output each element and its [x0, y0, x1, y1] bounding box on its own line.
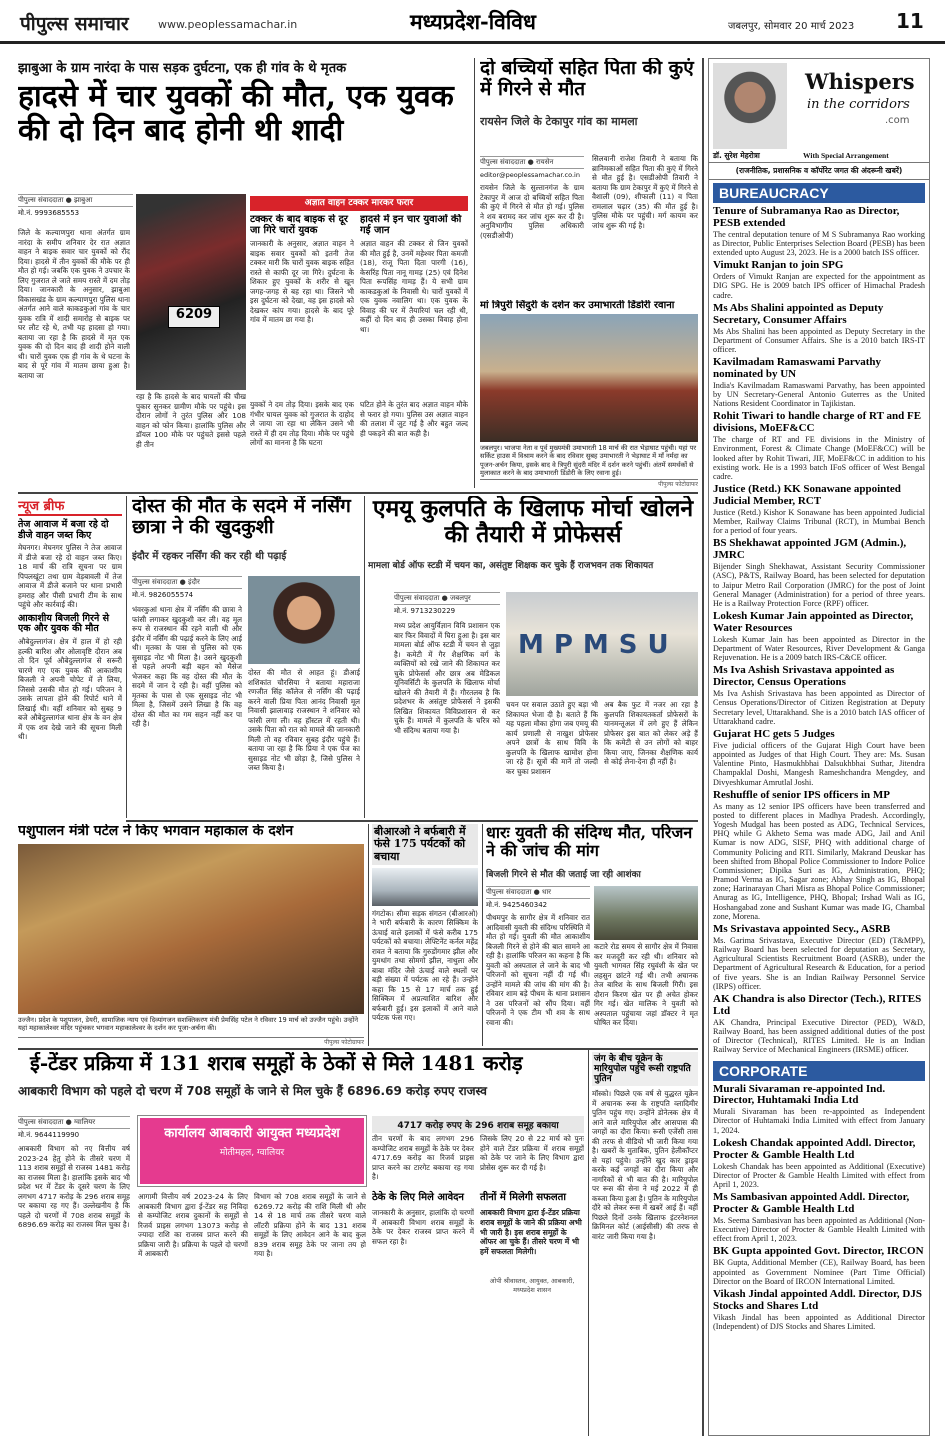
box-body-1: तीन चरणों के बाद लगभग 296 कम्पोजिट शराब समूहों के ठेके पर देकर 4717.69 करोड़ का रिजर्व प्राइस प्राप्त करने का टारगेट बकाया रह गया है। — [372, 1134, 474, 1181]
story-jhabua-tail-1: युवकों ने दम तोड़ दिया। इसके बाद एक गंभीर घायल युवक को गुजरात के दाहोद ले जाया जा रहा था लेकिन उसने भी रास्ते में ही दम तोड़ दिया। मौके पर पहुंचे लोगों का मानना है कि घटना — [250, 400, 354, 447]
bike-wreck-photo — [136, 194, 246, 390]
deck: बिजली गिरने से मौत की जताई जा रही आशंका — [486, 870, 641, 880]
headline: जंग के बीच यूक्रेन के मारियुपोल पहुंचे रूसी राष्ट्रपति पुतिन — [592, 1052, 698, 1086]
item-headline: Kavilmadam Ramaswami Parvathy nominated by UN — [713, 356, 882, 380]
deck: इंदौर में रहकर नर्सिंग की कर रही थी पढ़ाई — [132, 551, 287, 562]
item-headline: Murali Sivaraman re-appointed Ind. Director, Huhtamaki India Ltd — [713, 1082, 886, 1107]
item-body: AK Chandra, Principal Executive Director (PED), W&D, Railway Board, has been assigned additional duties of the post of Director (Technical), RITES Limited. He is an Indian Railway Service of Mechanical Engineers (IRSME) officer. — [713, 1017, 925, 1055]
story-excise — [18, 1052, 584, 1436]
story-dhar — [486, 824, 698, 1046]
corporate-items — [713, 1084, 925, 1332]
headline: दो बच्चियों सहित पिता की कुएं में गिरने से मौत — [480, 58, 694, 101]
mobile: मो.नं. 9826055574 — [132, 591, 194, 599]
whispers-column — [708, 58, 930, 1436]
item-body: Justice (Retd.) Kishor K Sonawane has been appointed Judicial Member, Railway Claims Tribunal (RCT), in Mumbai Bench for a period of four years. — [713, 507, 925, 536]
excise-signboard — [138, 1116, 366, 1186]
item-headline: Reshuffle of senior IPS officers in MP — [713, 788, 890, 801]
item-headline: Ms Abs Shalini appointed as Deputy Secretary, Consumer Affairs — [713, 301, 884, 326]
story-jhabua-tail-2: घटित होने के तुरंत बाद अज्ञात वाहन मौके से फरार हो गया। पुलिस उस अज्ञात वाहन की तलाश में जुट गई है और बहुत जल्द ही पकड़ने की बात कही है। — [360, 400, 468, 438]
crowd-photo — [594, 886, 698, 940]
body: गंगटोक। सीमा सड़क संगठन (बीआरओ) ने भारी बर्फबारी के कारण सिक्किम के ऊंचाई वाले इलाकों में फंसे करीब 175 पर्यटकों को बचाया। लेफ्टिनेंट कर्नल महेंद्र रावत ने बताया कि गुरुडोंगमार झील और युमथांग तथा सोमगो झील, नाथुला और बाबा मंदिर जैसे ऊंचाई वाले स्थलों पर बड़ी संख्या में पर्यटक आ रहे हैं। उन्होंने कहा कि 15 से 17 मार्च तक हुई सिक्किम में अप्रत्याशित बारिश और बर्फबारी हुई। इस इलाकों में आने वाले पर्यटक फंस गए। — [372, 908, 478, 1023]
section-bureaucracy: BUREAUCRACY — [713, 183, 925, 203]
item-headline: Lokesh Chandak appointed Addl. Director, Procter & Gamble Health Ltd — [713, 1136, 916, 1161]
story-jhabua-byline — [18, 194, 133, 224]
item-headline: Justice (Retd.) KK Sonawane appointed Judicial Member, RCT — [713, 483, 901, 507]
sub-1: ठेके के लिए मिले आवेदन — [372, 1192, 464, 1203]
byline: पीपुल्स संवाददाता ● झाबुआ — [18, 194, 133, 207]
section-corporate: CORPORATE — [713, 1061, 925, 1081]
item-headline: Vikash Jindal appointed Addl. Director, DJS Stocks and Shares Ltd — [713, 1287, 922, 1312]
item-body: BK Gupta, Additional Member (CE), Railway Board, has been appointed as Government Nominee (Part Time Official) Director on the Board of IRCON International Limited. — [713, 1258, 925, 1286]
whispers-header — [709, 59, 929, 163]
deck: आबकारी विभाग को पहले दो चरण में 708 समूहों के जाने से मिल चुके हैं 6896.69 करोड़ रुपए राजस्व — [18, 1084, 487, 1099]
item-body: India's Kavilmadam Ramaswami Parvathy, has been appointed by UN Secretary-General Antonio Guterres as the United Nations Resident Coordinator in Tajikistan. — [713, 380, 925, 409]
item-body: Lokesh Kumar Jain has been appointed as Director in the Department of Water Resources, River Development & Ganga Rejuvenation. He is a 2009 batch IRS-C&CE officer. — [713, 634, 925, 663]
byline: पीपुल्स संवाददाता ● रायसेन — [480, 156, 584, 169]
story-bro — [372, 824, 478, 1046]
item-body: The central deputation tenure of M S Subramanya Rao working as Director, Public Enterprises Selection Board (PESB) has been extended upto August 23, 2023. He is a 2000 batch ISS officer. — [713, 229, 925, 258]
item-body: Murali Sivaraman has been re-appointed as Independent Director of Huhtamaki India Limited with effect from January 1, 2024. — [713, 1107, 925, 1135]
whispers-subtitle: in the corridors — [807, 97, 910, 112]
item-body: Ms. Garima Srivastava, Executive Director (ED) (T&MPP), Railway Board has been selected for deputation as Secretary, Agricultural Scientists Recruitment Board (ASRB), under the Department of Agricultural Research & Education, for a period of five years. She is an Indian Railway Personnel Service (IRPS) officer. — [713, 935, 925, 991]
story-mu — [368, 496, 698, 818]
body: मॉस्को। पिछले एक वर्ष से युद्धरत यूक्रेन में अचानक रूस के राष्ट्रपति व्लादिमीर पुतिन पहुंच गए। उन्होंने डोनेत्स्क क्षेत्र में आने वाले मारियुपोल और आसपास की जगहों का दौरा किया। रूसी एजेंसी तास की तरफ से वीडियो भी जारी किया गया है। खबरों के मुताबिक, पुतिन हेलीकॉप्टर से यहां पहुंचे। उन्होंने खुद कार ड्राइव करके कई जगहों का दौरा किया और नागरिकों से भी बात की है। मारियुपोल पर रूस की सेना ने मई 2022 में ही कब्जा किया हुआ है। पुतिन के मारियुपोल दौरे को लेकर रूस में खबरें आई हैं। वहीं पिछले दिनों उनके खिलाफ इंटरनेशनल क्रिमिनल कोर्ट (आईसीसी) की तरफ से वारंट जारी किया गया है। — [592, 1089, 698, 1241]
subbody: जानकारी के अनुसार, अज्ञात वाहन ने बाइक सवार युवकों को इतनी तेज टक्कर मारी कि चारों युवक बाइक सहित रास्ते से काफी दूर जा गिरे। दुर्घटना के शिकार हुए युवकों के शरीर से खून जगह-जगह से बह रहा था। जिसने भी इस दुर्घटना को देखा, वह इस हादसे को देखकर कांप गया। हादसे के बाद पूरे गांव में मातम छा गया है। — [250, 239, 354, 325]
bureaucracy-items — [713, 206, 925, 1055]
body: मध्य प्रदेश आयुर्विज्ञान विवि प्रशासन एक बार फिर विवादों में घिरा हुआ है। इस बार मामला बोर्ड ऑफ स्टडी में चयन से जुड़ा है। कमेटी में गैर शैक्षणिक वर्ग के व्यक्तियों को रखे जाने की शिकायत कर चुके प्रोफेसर्स और छात्र अब मेडिकल यूनिवर्सिटी के कुलपति के खिलाफ मोर्चा खोलने की तैयारी में हैं। गौरतलब है कि प्रदेशभर के असंतुष्ट प्रोफेसर्स ने इसकी लिखित शिकायत विविप्रशासन से कर चुके हैं। मामले में कुलपति के चरित्र को भी संदिग्ध बताया गया है। — [394, 621, 500, 735]
photo-credit: पीपुल्स फोटोग्राफर — [658, 481, 698, 489]
body-2: चयन पर सवाल उठाते हुए बड़ा भी शिकायत भेजा दी है। बताते हैं कि यह पहला मौका होगा जब एमयू की कार्य प्रणाली से नाखुश प्रोफेसर अपने छात्रों के साथ विवि के कुलपति के खिलाफ खामोश होना जा रहे हैं। सूत्रों की मानें तो जल्दी कर चुका प्रशासन — [506, 700, 598, 776]
sub-story-2 — [360, 214, 468, 394]
headline: मां त्रिपुरी सिंदुरी के दर्शन कर उमाभारती डिंडोरी रवाना — [480, 300, 675, 311]
brief-label: न्यूज ब्रीफ — [18, 496, 122, 516]
subbody: अज्ञात वाहन की टक्कर से जिन युवकों की मौत हुई है, उनमें महेश्वर पिता कमजी (18), राजू पिता दिता पारगी (16), केसरिंह पिता नानू गामड़ (25) एवं दिनेश पिता रूपसिंह गामड़ हैं। ये सभी ग्राम काकडकुआं के निवासी थे। चारों युवकों में एक युवक नवालिग था। एक युवक के विवाह की घर में तैयारियां चल रही थी, कहीं दो दिन बाद ही उसका विवाह होना था। — [360, 239, 468, 334]
item-headline: Rohit Tiwari to handle charge of RT and FE divisions, MoEF&CC — [713, 410, 922, 435]
story-jhabua-caption: रहा है कि हादसे के बाद घायलों की चीख पुकार सुनकर ग्रामीण मौके पर पहुंचे। इस दौरान लोगों ने तुरंत पुलिस और 108 वाहन को फोन किया। हालांकि पुलिस और डॉयल 100 मौके पर पहुंचते इससे पहले ही तीन — [136, 392, 246, 449]
byline: पीपुल्स संवाददाता ● जबलपुर — [394, 592, 500, 605]
item-body: The charge of RT and FE divisions in the Ministry of Environment, Forest & Climate Change (MoEF&CC) will be looked after by Rohit Tiwari, JIF, MoEF&CC in addition to his existing work. He is a 1993 batch IFoS officer of West Bengal cadre. — [713, 435, 925, 481]
banner-text: कार्यालय आबकारी आयुक्त मध्यप्रदेश — [164, 1126, 340, 1141]
caption: उज्जैन। प्रदेश के पशुपालन, डेयरी, सामाजिक न्याय एवं दिव्यांगजन सशक्तिकरण मंत्री प्रेमसिंह पटेल ने रविवार 19 मार्च को उज्जैन पहुंचे। उन्होंने यहां महाकालेश्वर मंदिर पहुंचकर भगवान महाकालेश्वर के दर्शन कर पूजा-अर्चना की। — [18, 1016, 364, 1038]
story-jhabua-body: जिले के कल्याणपुरा थाना अंतर्गत ग्राम नारंदा के समीप शनिवार देर रात अज्ञात वाहन ने बाइक सवार चार युवकों को रौंद दिया। हादसे में तीन युवकों की मौके पर ही मौत हो गई। जबकि एक युवक ने उपचार के लिए गुजरात ले जाते समय रास्ते में दम तोड़ दिया। जानकारी के अनुसार, झाबुआ विकासखंड के ग्राम कल्याणपुरा पुलिस थाना अंतर्गत आने वाले काकडकुआं गांव के चार युवक रात्रि में शादी समारोह से बाइक पर घर लौट रहे थे, तभी यह हादसा हो गया। बताया जा रहा है कि हादसे में मृत एक युवक की दो दिन बाद ही शादी होने वाली थी। चारों युवक एक ही गांव के थे घटना के बाद से पूरे गांव में मातम छाया हुआ है। बताया जा — [18, 228, 130, 380]
author-photo — [713, 63, 787, 149]
banner-sub: मोतीमहल, ग्वालियर — [219, 1147, 285, 1158]
story-umabharti — [480, 300, 698, 490]
body-2: सिलवानी राजेश तिवारी ने बताया कि ब्रानिमकाओं सहित पिता की कुएं में गिरने से मौत हुई है। एसडीओपी तिवारी ने बताया कि ग्राम टेकापुर में कुएं में गिरने से वैशाली (09), शीफाली (11) व पिता रामलाल चढ़ार (35) की मौत हुई है। पुलिस मौके पर पहुंची। मर्ग कायम कर जांच शुरू की गई है। — [592, 154, 698, 230]
headline: हादसे में चार युवकों की मौत, एक युवक की दो दिन बाद होनी थी शादी — [18, 79, 454, 148]
student-photo — [248, 576, 360, 664]
headline: पशुपालन मंत्री पटेल ने किए भगवान महाकाल के दर्शन — [18, 824, 294, 839]
item-body: Lokesh Chandak has been appointed as Additional (Executive) Director of Procter & Gamble Health Limited with effect from April 1, 2023. — [713, 1161, 925, 1189]
box-body-2: जिसके लिए 20 से 22 मार्च को पुनः होने वाले टेंडर प्रक्रिया में शराब समूहों को ठेके पर जाने के लिए विभाग द्वारा प्रोसेस शुरू कर दी गई है। — [480, 1134, 584, 1172]
author-name: डॉ. सुरेश मेहरोत्रा — [713, 151, 760, 160]
kicker: झाबुआ के ग्राम नारंदा के पास सड़क दुर्घटना, एक ही गांव के थे मृतक — [18, 61, 347, 76]
dues-box — [372, 1116, 584, 1436]
item-headline: Lokesh Kumar Jain appointed as Director, Water Resources — [713, 610, 914, 634]
body-2: आगामी वित्तीय वर्ष 2023-24 के लिए आबकारी विभाग द्वारा ई-टेंडर सह निविदा से कम्पोजिट शराब दुकानों के समूहों से रिजर्व प्राइस लगभग 13073 करोड़ से ज्यादा राशि का राजस्व प्राप्त करने की प्रक्रिया जारी है। प्रक्रिया के पहले दो चरणों में आबकारी — [138, 1192, 248, 1258]
headline: एमयू कुलपति के खिलाफ मोर्चा खोलने की तैयारी में प्रोफेसर्स — [372, 496, 694, 548]
mobile: मो.नं. 9644119990 — [18, 1131, 80, 1139]
building-sign: MPMSU — [518, 630, 679, 660]
byline: पीपुल्स संवाददाता ● ग्वालियर — [18, 1116, 130, 1129]
story-putin — [592, 1052, 698, 1436]
item-headline: BS Shekhawat appointed JGM (Admin.), JMRC — [713, 537, 907, 562]
sub-2: तीनों में मिलेगी सफलता — [480, 1192, 566, 1203]
arrangement: With Special Arrangement — [803, 151, 889, 160]
brief-body-2: औबेदुल्लागंज। क्षेत्र में हाल में हो रही हल्की बारिश और ओलावृष्टि दौरान अब तो दिन पूर्व औबेदुल्लागंज से सरूरी चारणे गए एक युवक की आकाशीय बिजली ने अपनी चोपेट में ले लिया, जिससे उसकी मौत हो गई। परिजन ने उसके लापता होने की रिपोर्ट थाने में लिखाई थी। वहीं शनिवार को सुबह 9 बजे औबेदुल्लागंज थाना क्षेत्र के वन क्षेत्र में एक शव देखे जाने की सूचना मिली थी। — [18, 637, 122, 741]
caption: जबलपुर। भाजपा नेता व पूर्व मुख्यमंत्री उमाभारती 18 मार्च की रात भेड़ाघाट पहुंची। यहां पर सर्किट हाउस में विश्राम करने के बाद रविवार सुबह उमाभारती ने भेड़ाघाट में माँ नर्मदा का पूजन-अर्चन किया, इसके बाद वे त्रिपुरी सुंदरी मंदिर में दर्शन करने पहुंचीं। अंतमें समर्थकों से मुलाकात करने के बाद उमाभारती डिंडोरी के लिए रवाना हुई। — [480, 444, 698, 480]
subhead: हादसे में इन चार युवाओं की गई जान — [360, 214, 462, 237]
item-body: Ms Iva Ashish Srivastava has been appointed as Director of Census Operations/Director of Citizen Registration at Deputy Secretary level, Uttarakhand. She is a 2010 batch IAS officer of Uttarakhand cadre. — [713, 689, 925, 726]
item-headline: BK Gupta appointed Govt. Director, IRCON — [713, 1245, 924, 1258]
quote-by: ओपी श्रीवास्तव, आयुक्त, आबकारी, मध्यप्रदेश शासन — [489, 1277, 575, 1294]
sub-1-body: जानकारी के अनुसार, हालांकि दो चरणों में आबकारी विभाग शराब समूहों के ठेके पर देकर राजस्व प्राप्त करने में सफल रहा है। — [372, 1208, 474, 1246]
mobile: मो.नं. 9713230229 — [394, 607, 456, 615]
item-headline: Vimukt Ranjan to join SPG — [713, 259, 844, 272]
red-banner: अज्ञात वाहन टक्कर मारकर फरार — [250, 196, 468, 211]
brief-body-1: मेघनगर। मेघनगर पुलिस ने तेज आवाज में डीजे बजा रहे दो वाहन जब्त किए। 18 मार्च की रात्रि सूचना पर ग्राम पिपलखूंटा तथा ग्राम वेड़बावली में तेज आवाज में डीजे बजाने पर थाना प्रभारी हमराह और पीसी प्रभारी टीम के साथ पहुंचे और कार्रवाई की। — [18, 543, 122, 610]
section-title: मध्यप्रदेश-विविध — [410, 9, 536, 34]
item-headline: Tenure of Subramanya Rao as Director, PESB extended — [713, 205, 900, 229]
headline: बीआरओ ने बर्फबारी में फंसे 175 पर्यटकों को बचाया — [372, 824, 478, 865]
item-body: Ms Abs Shalini has been appointed as Deputy Secretary in the Department of Consumer Affairs. She is a 2010 batch IRS-IT officer. — [713, 326, 925, 354]
subhead: टक्कर के बाद बाइक से दूर जा गिरे चारों युवक — [250, 214, 349, 237]
item-body: Five judicial officers of the Gujarat High Court have been appointed as Judges of that High Court. They are: Ms. Susan Valentine Pinto, Hasmukhbhai Dalsukhbhai Suthar, Jitendra Champaklal Doshi, Mangesh Rameshchandra Mengdey, and Divyeshkumar Amrutlal Joshi. — [713, 740, 925, 787]
tagline: (राजनीतिक, प्रशासनिक व कॉर्पोरेट जगत की अंदरूनी खबरें) — [709, 163, 929, 180]
byline: पीपुल्स संवाददाता ● इंदौर — [132, 576, 242, 589]
item-body: Vikash Jindal has been appointed as Additional Director (Independent) of DJS Stocks and Shares Limited. — [713, 1312, 925, 1331]
story-raisen — [480, 58, 698, 296]
umabharti-photo — [480, 314, 698, 442]
item-headline: Gujarat HC gets 5 Judges — [713, 727, 835, 740]
sub-story-1 — [250, 214, 354, 394]
item-body: Orders of Vimukt Ranjan are expected for the appointment as DIG SPG. He is 2009 batch IPS officer of Himachal Pradesh cadre. — [713, 272, 925, 300]
byline: पीपुल्स संवाददाता ● धार — [486, 886, 590, 899]
mpmsu-building-photo — [506, 592, 698, 696]
deck: मामला बोर्ड ऑफ स्टडी में चयन का, असंतुष्ट शिक्षक कर चुके हैं राजभवन तक शिकायत — [368, 561, 654, 571]
body-2: दोस्त की मौत से आहत हूं। डीआई शशिकांत चौरसिया ने बताया महाराजा रणजीत सिंह कॉलेज से नर्सिंग की पढ़ाई करने वाली प्रिया पिता आनंद निवासी मूल निवासी झालावाड़ राजस्थान ने शनिवार को फांसी लगा ली। वह हॉस्टल में रहती थी। उसके पिता को रात को मामले की जानकारी मिली तो वह रविवार सुबह इंदौर पहुंचे हैं। बताया जा रहा है कि प्रिया ने एक पेज का सुसाइड नोट भी छोड़ा है, जिसे पुलिस ने जब्त किया है। — [248, 668, 360, 772]
story-nursing — [132, 496, 360, 818]
deck: रायसेन जिले के टेकापुर गांव का मामला — [480, 115, 638, 128]
item-body: Bijender Singh Shekhawat, Assistant Security Commissioner (ASC), P&TS, Railway Board, has been selected for deputation to Jaipur Metro Rail Corporation (JMRC) for the post of Joint General Manager (Administration) for a period of three years. He is a Railway Protection Force (RPF) officer. — [713, 562, 925, 608]
body: पीथमपुर के सागौर क्षेत्र में शनिवार रात आदिवासी युवती की संदिग्ध परिस्थिति में मौत हो गई। युवती की मौत आकाशीय बिजली गिरने से होने की बात सामने आ रही है। हालांकि परिजन का कहना है कि युवती को अस्पताल ले जाने के बाद भी परिजनों को सूचना नहीं दी गई थी। उन्होंने मामले की जांच की मांग की है। रविवार शाम बड़े पीथम के थाना प्रशासन ने उस परिजनों को सौंप दिया। वहीं परिजनों ने एक टीम भी शव के साथ रवाना की। — [486, 913, 590, 1027]
item-headline: Ms Sambasivan appointed Addl. Director, Procter & Gamble Health Ltd — [713, 1191, 910, 1215]
body: रायसेन जिले के सुल्तानगंज के ग्राम टेकापुर में आज दो बच्चियों सहित पिता की कुएं में गिरने से मौत हो गई। पुलिस ने शव बरामद कर जांच शुरू कर दी है। अनुविभागीय पुलिस अधिकारी (एसडीओपी) — [480, 183, 584, 240]
logo: पीपुल्स समाचार — [20, 13, 129, 35]
item-headline: AK Chandra is also Director (Tech.), RITES Ltd — [713, 993, 922, 1017]
whispers-title: Whispers — [805, 69, 915, 94]
mahakal-photo — [18, 844, 364, 1014]
quote: आबकारी विभाग द्वारा ई-टेंडर प्रक्रिया शराब समूहों के जाने की प्रक्रिया अभी भी जारी है। इस शराब समूहों के ऑफर आ चुके हैं। तीसरे चरण में भी हमें सफलता मिलेगी। — [480, 1208, 582, 1256]
brief-headline-2: आकाशीय बिजली गिरने से एक और युवक की मौत — [18, 612, 110, 635]
brief-headline-1: तेज आवाज में बजा रहे दो डीजे वाहन जब्त किए — [18, 519, 109, 541]
dateline: जबलपुर, सोमवार 20 मार्च 2023 — [728, 21, 855, 32]
body-3: अब बैक फुट में नजर आ रहा है कुलपति शिकायतकर्ता प्रोफेसरों के यानमन्तूअल में लगे हुए हैं लेकिन प्रोफेसर इस बात को लेकर अड़े हैं कि कमेटी से उन लोगों को बाहर किया जाए, जिनका शैक्षणिक कार्य से कोई लेना-देना ही नहीं है। — [604, 700, 698, 766]
item-headline: Ms Iva Ashish Srivastava appointed as Director, Census Operations — [713, 664, 895, 689]
whispers-domain: .com — [885, 115, 910, 126]
item-body: As many as 12 senior IPS officers have been transferred and posted to different places in Madhya Pradesh. Accordingly, Yogesh Mudgal has been posted as ADG, Technical Services, PHQ while G Akheto Sema was made ADG, Jail and Anil Kumar is now ADG, SISF, PHQ with additional charge of Community Policing and RTI. Similarly, Makrand Deuskar has been shifted from Bhopal Police Commissioner to Indore Police Commissioner; Dipika Suri as IG, Administration, PHQ; Pramod Verma as IG, Sagar zone; Abhay Singh as IG, Bhopal zone; Harinarayan Chari Misra as Bhopal Police Commissioner; Anurag as IG, Intelligence, PHQ, Bhopal; Irshad Wali as IG, Hoshangabad zone and Sushant Kumar was made IG, Chambal zone, Morena. — [713, 801, 925, 921]
page-number: 11 — [896, 9, 924, 33]
mobile: मो.नं. 9425460342 — [486, 901, 548, 909]
headline: दोस्त की मौत के सदमे में नर्सिंग छात्रा ने की खुदकुशी — [132, 496, 351, 539]
body: आबकारी विभाग को नए वित्तीय वर्ष 2023-24 हेतु होने के तीसरे चरण में 113 शराब समूहों से राजस्व 1481 करोड़ का राजस्व मिला है। हालांकि इसके बाद भी प्रदेश भर में टेंडर के दूसरे चरण के लिए लगभग 4717 करोड़ के 296 शराब समूह पर बकाया रह गए हैं। उल्लेखनीय है कि पहले दो चरणों में 708 शराब समूहों के 6896.69 करोड़ का राजस्व मिल चुका है। — [18, 1144, 130, 1229]
headline: ई-टेंडर प्रक्रिया में 131 शराब समूहों के ठेकों से मिले 1481 करोड़ — [30, 1052, 523, 1075]
body-2: कटारे रोड समय से सागौर क्षेत्र में निवास कर मजदूरी कर रही थी। शनिवार को युवती भागवत सिंह रघुवंशी के खेत पर लहसुन छांटने गई थी। तभी अचानक तेज बारिश के साथ बिजली गिरी। इस दौरान किरण खेत पर ही अचेत होकर गिर गई। खेत मालिक ने युवती को अस्पताल पहुंचाया जहां डॉक्टर ने मृत घोषित कर दिया। — [594, 942, 698, 1027]
item-body: Ms. Seema Sambasivan has been appointed as Additional (Non-Executive) Director of Procter & Gamble Health Limited with effect from April 1, 2023. — [713, 1215, 925, 1244]
body-3: विभाग को 708 शराब समूहों के जाने से 6269.72 करोड़ की राशि मिली थी और 14 से 18 मार्च तक तीसरे चरण वाले लॉटरी प्रक्रिया होने के बाद 131 शराब समूहों के लिए आवेदन आने के बाद कुल 839 शराब समूह ठेके पर जाना तय हो गया है। — [254, 1192, 366, 1258]
photo-credit: पीपुल्स फोटोग्राफर — [324, 1038, 364, 1046]
number-plate: 6209 — [168, 306, 220, 328]
email: editor@peoplessamachar.co.in — [480, 171, 580, 179]
mobile: मो.नं. 9993685553 — [18, 209, 80, 217]
headline: धारः युवती की संदिग्ध मौत, परिजन ने की जांच की मांग — [486, 824, 693, 860]
body: भंवरकुआं थाना क्षेत्र में नर्सिंग की छात्रा ने फांसी लगाकर खुदकुशी कर ली। वह मूल रूप से राजस्थान की रहने वाली थी और इंदौर में नर्सिंग की पढ़ाई करने के लिए आई थी। मृतका के पास से पुलिस को एक सुसाइड नोट भी मिला है। उसने खुदकुशी से पहले अपनी बड़ी बहन को मैसेज भेजकर कहा कि वह दोस्त की मौत के सदमे में जान दे रही है। वहीं पुलिस को मृतका के पास से एक सुसाइड नोट भी मिला है, जिसमें उसने लिखा है कि वह दोस्त की मौत का गम सहन नहीं कर पा रही है। — [132, 605, 242, 728]
site-url: www.peoplessamachar.in — [158, 18, 298, 31]
item-headline: Ms Srivastava appointed Secy., ASRB — [713, 923, 891, 935]
box-title: 4717 करोड़ रुपए के 296 शराब समूह बकाया — [372, 1116, 584, 1133]
story-mahakal — [18, 824, 364, 1046]
masthead — [0, 0, 945, 44]
snow-photo — [372, 868, 478, 906]
